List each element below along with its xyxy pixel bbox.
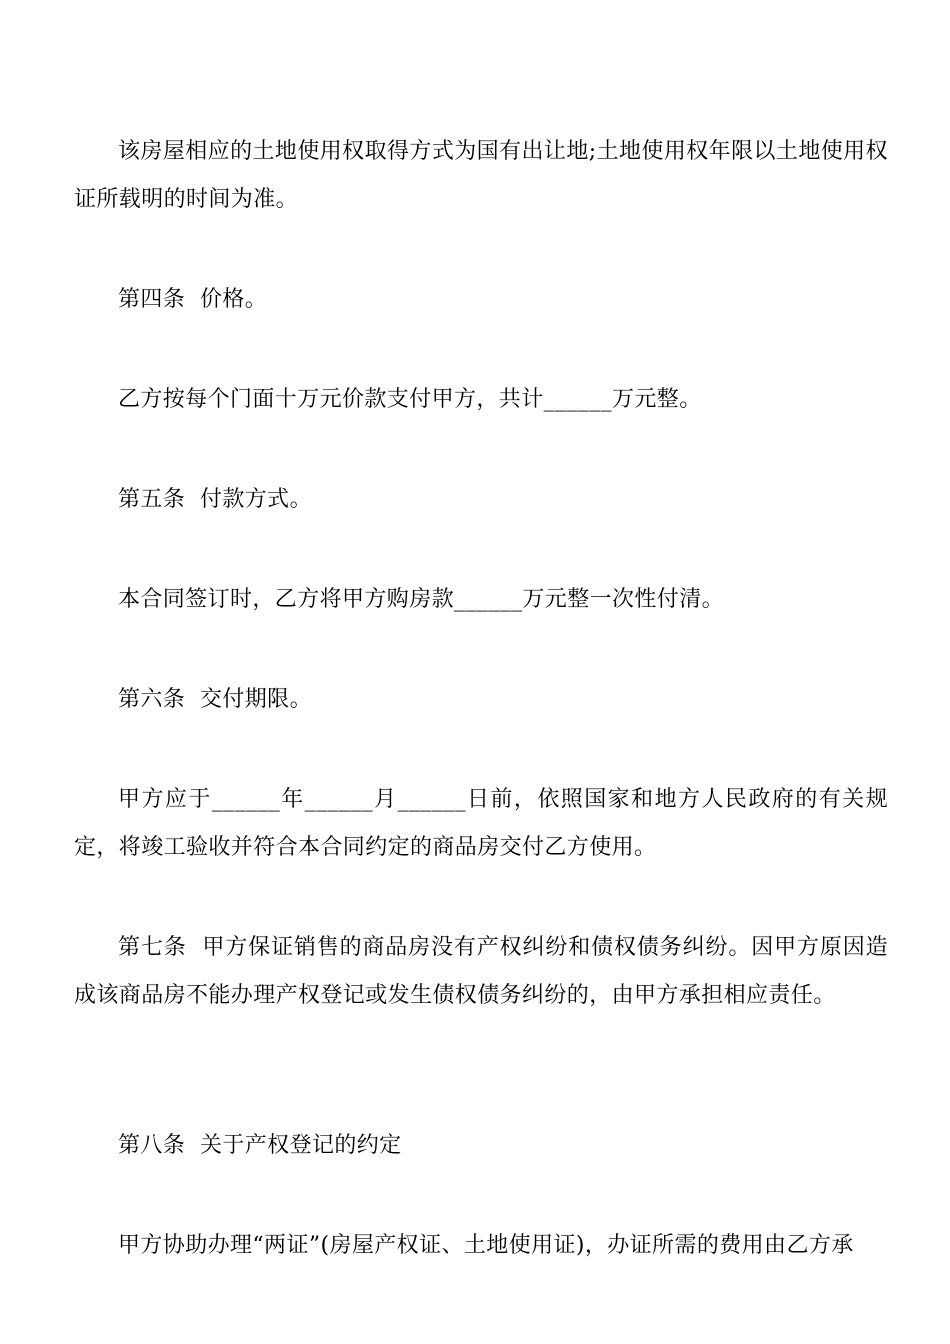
- article-5-heading: 第五条 付款方式。: [118, 487, 312, 512]
- article-8-heading: 第八条 关于产权登记的约定: [118, 1133, 402, 1158]
- paragraph-property-registration: 甲方协助办理“两证”(房屋产权证、土地使用证)，办证所需的费用由乙方承: [118, 1233, 854, 1258]
- paragraph-article-7: 第七条 甲方保证销售的商品房没有产权纠纷和债权债务纠纷。因甲方原因造成该商品房不能办理产权登记或发生债权债务纠纷的，由甲方承担相应责任。: [74, 935, 888, 1008]
- paragraph-delivery-deadline: 甲方应于______年______月______日前，依照国家和地方人民政府的有关规定，将竣工验收并符合本合同约定的商品房交付乙方使用。: [74, 787, 888, 860]
- paragraph-price: 乙方按每个门面十万元价款支付甲方，共计______万元整。: [118, 387, 702, 412]
- paragraph-payment: 本合同签订时，乙方将甲方购房款______万元整一次性付清。: [118, 587, 725, 612]
- article-6-heading: 第六条 交付期限。: [118, 687, 312, 712]
- article-4-heading: 第四条 价格。: [118, 287, 268, 312]
- paragraph-land-use-rights: 该房屋相应的土地使用权取得方式为国有出让地;土地使用权年限以土地使用权证所载明的时间为准。: [74, 139, 888, 212]
